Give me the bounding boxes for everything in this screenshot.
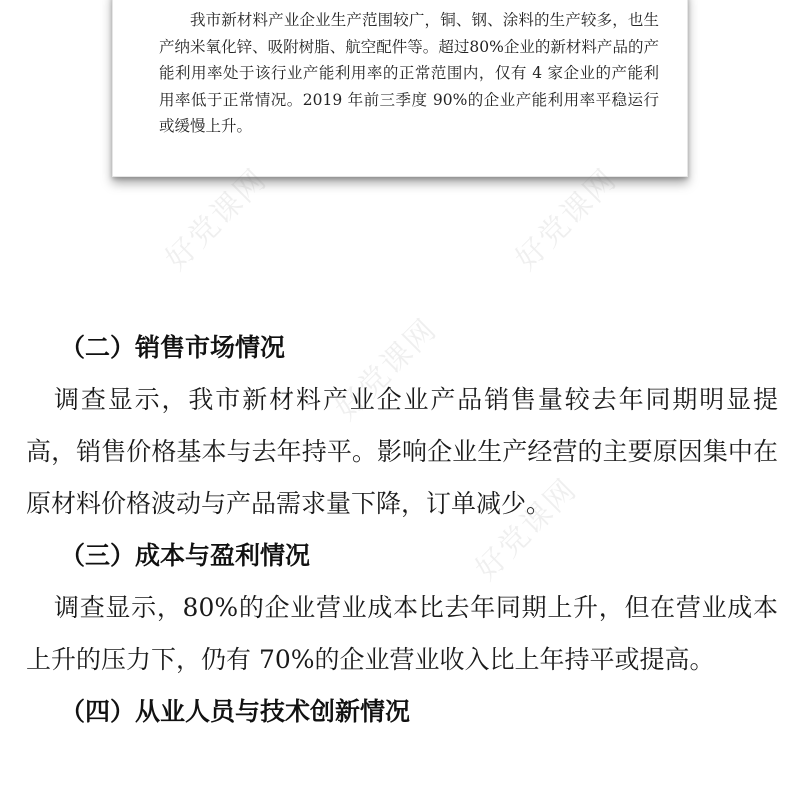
section-heading-staff-innovation: （四）从业人员与技术创新情况 xyxy=(60,697,411,726)
section-paragraph-sales: 调查显示，我市新材料产业企业产品销售量较去年同期明显提高，销售价格基本与去年持平。影响企业生产经营的主要原因集中在原材料价格波动与产品需求量下降，订单减少。 xyxy=(26,385,778,518)
excerpt-paragraph: 我市新材料产业企业生产范围较广，铜、钢、涂料的生产较多，也生产纳米氧化锌、吸附树脂、航空配件等。超过80%企业的新材料产品的产能利用率处于该行业产能利用率的正常范围内，仅有 4 家企业的产能利用率低于正常情况。2019 年前三季度 90%的企业产能利用率平稳运行或缓慢上升。 xyxy=(159,11,659,135)
section-heading-cost-profit: （三）成本与盈利情况 xyxy=(60,541,311,570)
section-paragraph-cost-profit: 调查显示，80%的企业营业成本比去年同期上升，但在营业成本上升的压力下，仍有 70%的企业营业收入比上年持平或提高。 xyxy=(26,593,778,674)
watermark: 好党课网 xyxy=(468,471,585,588)
section-heading-sales: （二）销售市场情况 xyxy=(60,333,286,362)
watermark: 好党课网 xyxy=(158,161,275,278)
watermark: 好党课网 xyxy=(508,161,625,278)
excerpt-box xyxy=(112,0,688,177)
document-body xyxy=(26,322,778,738)
watermark: 好党课网 xyxy=(328,311,445,428)
